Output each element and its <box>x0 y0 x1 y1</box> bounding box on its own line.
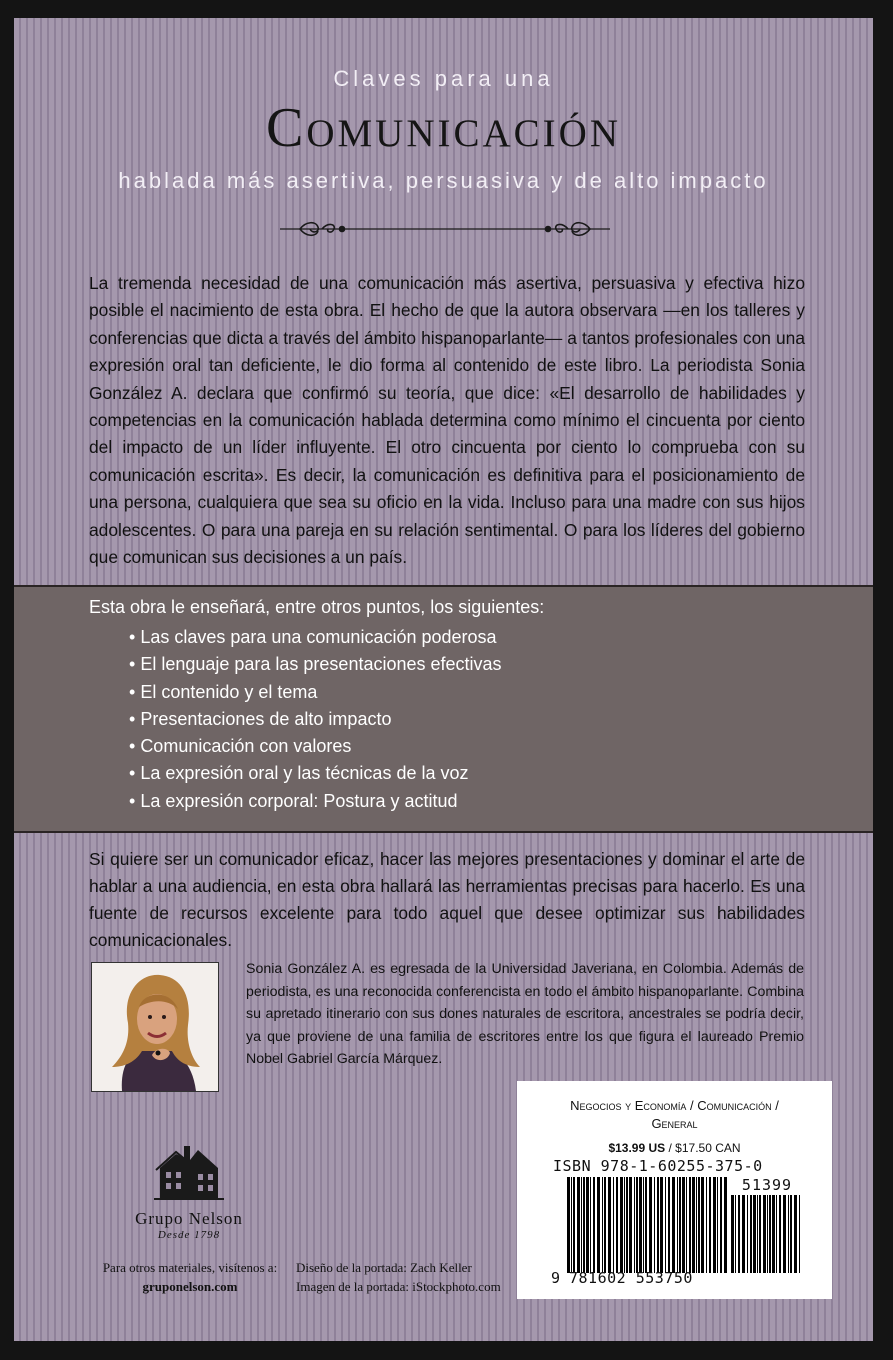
title-block <box>14 18 873 268</box>
list-item: • Comunicación con valores <box>129 733 502 760</box>
design-credit: Diseño de la portada: Zach Keller <box>296 1260 472 1275</box>
author-bio: Sonia González A. es egresada de la Universidad Javeriana, en Colombia. Además de periodista, es una reconocida conferencista en todo el ámbito hispanoparlante. Combina su apretado itinerario con sus dones naturales de escritora, ancestrales se podría decir, ya que proviene de una familia de escritores entre los que figura el laureado Premio Nobel Gabriel García Márquez. <box>246 961 804 1067</box>
image-credit: Imagen de la portada: iStockphoto.com <box>296 1279 501 1294</box>
website-link[interactable]: gruponelson.com <box>142 1279 238 1294</box>
barcode-panel <box>517 1081 832 1299</box>
ornament-divider-icon <box>280 218 610 240</box>
ean-prefix: 9 <box>551 1269 561 1287</box>
cover-credits <box>296 1258 526 1296</box>
list-item: • Las claves para una comunicación poderosa <box>129 624 502 651</box>
ean-digits: 781602 553750 <box>569 1269 693 1287</box>
publisher-info <box>90 1258 290 1296</box>
subtitle: hablada más asertiva, persuasiva y de alto impacto <box>118 168 769 193</box>
list-item: • La expresión corporal: Postura y actitud <box>129 788 502 815</box>
category-label: Negocios y Economía / Comunicación / General <box>570 1098 779 1131</box>
addon-barcode-icon <box>731 1195 803 1273</box>
list-item: • El contenido y el tema <box>129 679 502 706</box>
price-label: $13.99 US / $17.50 CAN <box>608 1141 741 1155</box>
highlights-intro: Esta obra le enseñará, entre otros puntos, los siguientes: <box>89 597 545 617</box>
list-item: • El lenguaje para las presentaciones efectivas <box>129 651 502 678</box>
pretitle: Claves para una <box>333 66 554 91</box>
list-item: • Presentaciones de alto impacto <box>129 706 502 733</box>
closing-paragraph: Si quiere ser un comunicador eficaz, hacer las mejores presentaciones y dominar el arte de hablar a una audiencia, en esta obra hallará las herramientas precisas para hacerlo. Es una fuente de recursos excelente para todo aquel que desee optimizar sus habilidades comunicacionales. <box>89 849 805 950</box>
publisher-house-icon <box>154 1140 224 1202</box>
publisher-logo <box>104 1140 274 1241</box>
barcode-icon <box>567 1177 727 1273</box>
highlights-band <box>14 585 873 833</box>
book-title: Comunicación <box>265 97 622 159</box>
publisher-name: Grupo Nelson <box>135 1209 243 1228</box>
author-photo <box>91 962 219 1092</box>
visit-text: Para otros materiales, visítenos a: <box>102 1260 278 1275</box>
publisher-since: Desde 1798 <box>157 1229 221 1241</box>
price-addon-number: 51399 <box>741 1176 793 1194</box>
isbn-number: ISBN 978-1-60255-375-0 <box>553 1157 763 1175</box>
list-item: • La expresión oral y las técnicas de la voz <box>129 760 502 787</box>
intro-paragraph: La tremenda necesidad de una comunicación más asertiva, persuasiva y efectiva hizo posible el nacimiento de esta obra. El hecho de que la autora observara —en los talleres y conferencias que dicta a través del ámbito hispanoparlante— a tantos profesionales con una expresión oral tan deficiente, le dio forma al contenido de este libro. La periodista Sonia González A. declara que confirmó su teoría, que dice: «El desarrollo de habilidades y competencias en la comunicación hablada determina como mínimo el cincuenta por ciento del impacto de un líder influyente. El otro cincuenta por ciento lo comprueba con su comunicación escrita». Es decir, la comunicación es definitiva para el posicionamiento de una persona, cualquiera que sea su oficio en la vida. Incluso para una madre con sus hijos adolescentes. O para una pareja en su relación sentimental. O para los líderes del gobierno que comunican sus decisiones a un país. <box>89 273 805 568</box>
back-cover <box>14 18 873 1341</box>
highlights-list <box>129 624 502 815</box>
